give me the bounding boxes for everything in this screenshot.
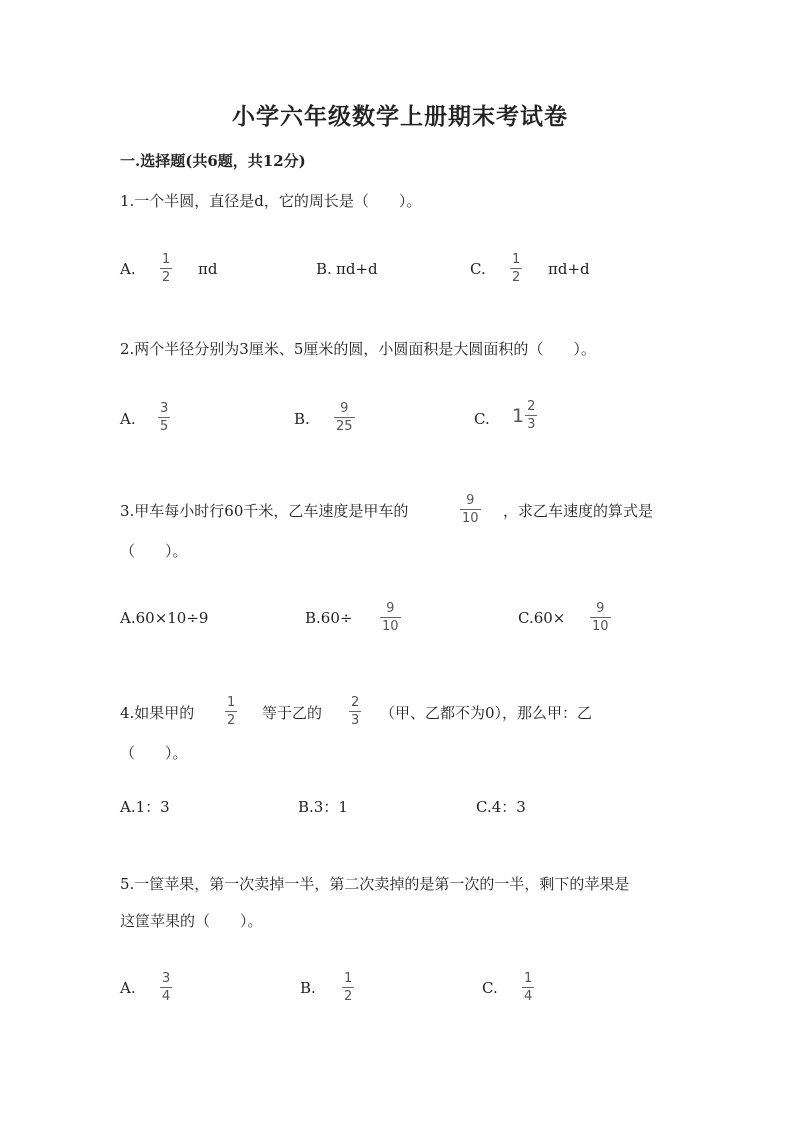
fraction-numerator: 2 [351, 695, 360, 710]
fraction-denominator: 2 [512, 270, 521, 285]
fraction-numerator: 3 [162, 971, 171, 986]
question-1-option-c-text: πd+d [548, 260, 590, 278]
question-3-option-c-fraction [590, 602, 611, 633]
question-3-option-a-label: A. [120, 609, 136, 627]
question-5-option-b-label: B. [300, 979, 316, 997]
question-1-option-c-fraction [510, 253, 522, 284]
question-5-option-a-label: A. [120, 979, 136, 997]
fraction-numerator: 1 [344, 971, 353, 986]
question-3-option-c-text: 60× [533, 609, 566, 627]
fraction-numerator: 9 [340, 401, 349, 416]
question-1-option-b-text: πd+d [336, 260, 378, 278]
question-3-option-c-label: C. [518, 609, 534, 627]
fraction-numerator: 3 [160, 401, 169, 416]
fraction-denominator: 3 [527, 417, 536, 432]
question-4-fraction-2 [349, 696, 361, 727]
question-2-option-a-fraction [158, 402, 170, 433]
fraction-numerator: 1 [512, 252, 521, 267]
question-2-option-a-label: A. [120, 410, 136, 428]
question-3-option-b-text: 60÷ [320, 609, 353, 627]
question-5-text: 5.一筐苹果，第一次卖掉一半，第二次卖掉的是第一次的一半，剩下的苹果是 [120, 875, 630, 893]
question-4-option-b-label: B. [298, 798, 314, 816]
question-1-option-c-label: C. [470, 260, 486, 278]
question-1-option-b-label: B. [316, 260, 332, 278]
question-2-option-b-fraction [334, 402, 355, 433]
fraction-numerator: 1 [524, 971, 533, 986]
page-title: 小学六年级数学上册期末考试卷 [232, 103, 568, 130]
question-1-text: 1.一个半圆，直径是d，它的周长是（ ）。 [120, 192, 422, 210]
question-4-text-after: （甲、乙都不为0），那么甲：乙 [380, 704, 593, 722]
question-1-option-a-label: A. [120, 260, 136, 278]
question-2-text: 2.两个半径分别为3厘米、5厘米的圆，小圆面积是大圆面积的（ ）。 [120, 340, 596, 358]
question-4-text-line2: （ ）。 [120, 744, 188, 762]
fraction-denominator: 10 [382, 619, 399, 634]
question-3-text-line2: （ ）。 [120, 542, 188, 560]
fraction-denominator: 3 [351, 713, 360, 728]
mixed-number-fraction [525, 400, 537, 431]
question-5-option-c-fraction [522, 972, 534, 1003]
fraction-numerator: 9 [596, 601, 605, 616]
question-1-option-a-text: πd [198, 260, 218, 278]
question-4-option-c [476, 796, 526, 817]
question-3-option-b [305, 609, 352, 627]
question-4-option-a-text: 1：3 [135, 798, 170, 816]
question-2-option-c-mixed-number [512, 400, 537, 431]
fraction-denominator: 25 [336, 419, 353, 434]
fraction-numerator: 9 [386, 601, 395, 616]
question-2-option-b-label: B. [294, 410, 310, 428]
question-5-option-b-fraction [342, 972, 354, 1003]
question-4-text-mid: 等于乙的 [262, 704, 323, 722]
question-5-option-a-fraction [160, 972, 172, 1003]
question-3-option-a-text: 60×10÷9 [135, 609, 209, 627]
fraction-denominator: 4 [524, 989, 533, 1004]
question-3-fraction [460, 494, 481, 525]
question-4-option-a [120, 796, 170, 817]
fraction-denominator: 10 [592, 619, 609, 634]
question-4-option-c-text: 4：3 [491, 798, 526, 816]
mixed-number-whole: 1 [512, 404, 525, 427]
question-3-option-a [120, 609, 208, 627]
question-3-text-after: ，求乙车速度的算式是 [503, 502, 654, 520]
question-4-option-c-label: C. [476, 798, 492, 816]
fraction-numerator: 1 [227, 695, 236, 710]
question-5-option-c-label: C. [482, 979, 498, 997]
fraction-denominator: 5 [160, 419, 169, 434]
question-2-option-c-label: C. [474, 410, 490, 428]
question-3-option-b-label: B. [305, 609, 321, 627]
question-3-text: 3.甲车每小时行60千米，乙车速度是甲车的 [120, 502, 409, 520]
fraction-numerator: 9 [466, 493, 475, 508]
fraction-denominator: 2 [227, 713, 236, 728]
fraction-denominator: 2 [162, 270, 171, 285]
question-3-option-b-fraction [380, 602, 401, 633]
question-1-option-a-fraction [160, 253, 172, 284]
question-4-option-b-text: 3：1 [313, 798, 348, 816]
question-4-option-a-label: A. [120, 798, 136, 816]
question-5-text-line2: 这筐苹果的（ ）。 [120, 912, 263, 930]
question-4-text: 4.如果甲的 [120, 704, 195, 722]
fraction-denominator: 2 [344, 989, 353, 1004]
question-4-fraction-1 [225, 696, 237, 727]
fraction-numerator: 1 [162, 252, 171, 267]
fraction-denominator: 10 [462, 511, 479, 526]
question-3-option-c [518, 609, 565, 627]
section-heading: 一.选择题(共6题，共12分) [120, 152, 306, 170]
fraction-denominator: 4 [162, 989, 171, 1004]
question-4-option-b [298, 796, 348, 817]
fraction-numerator: 2 [527, 399, 536, 414]
